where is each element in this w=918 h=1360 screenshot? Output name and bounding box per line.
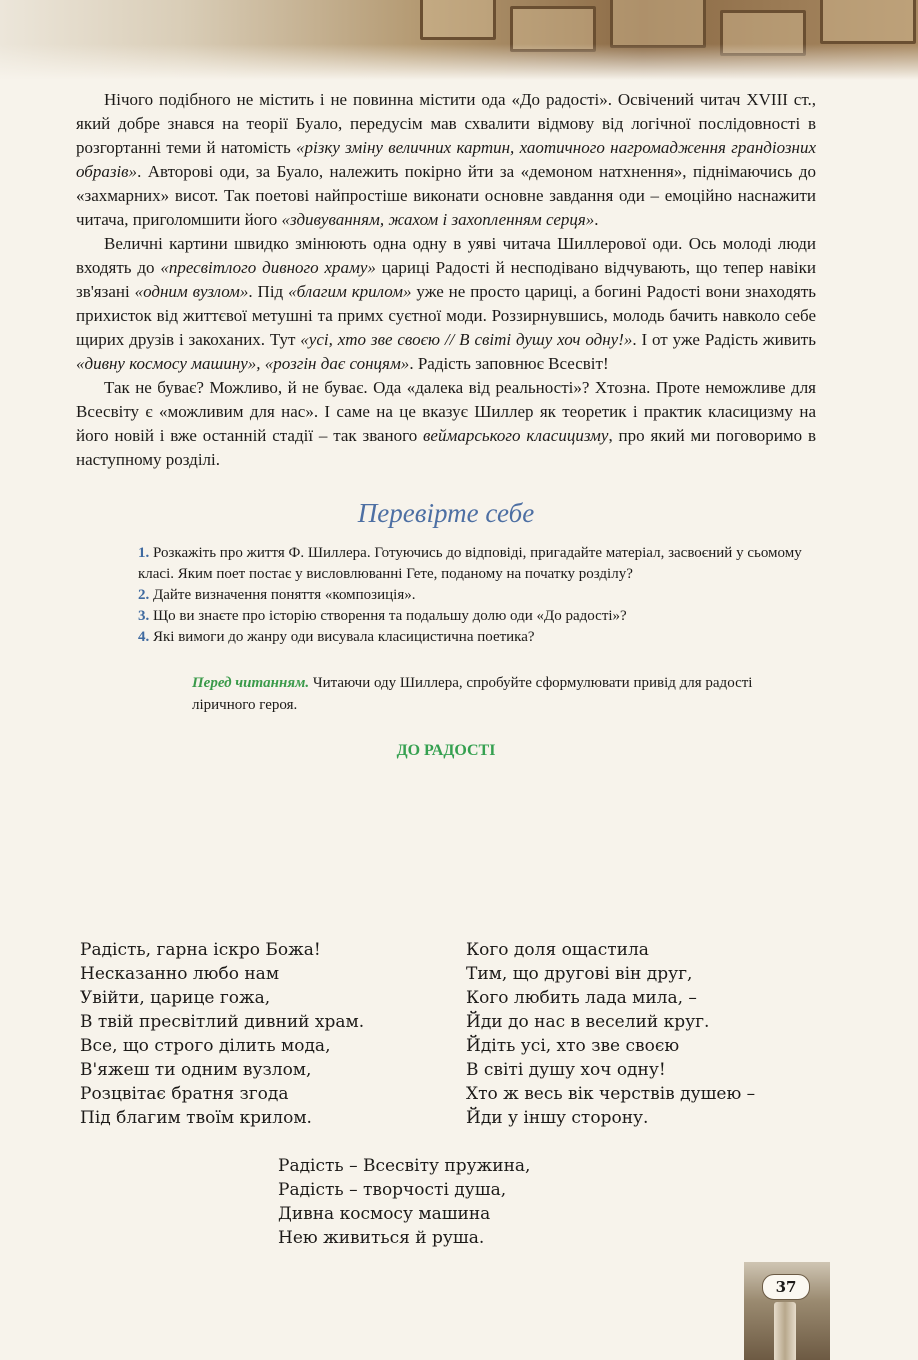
poem-line: Тим, що другові він друг, bbox=[466, 964, 693, 984]
poem-line: В'яжеш ти одним вузлом, bbox=[80, 1060, 312, 1080]
before-reading-label: Перед читанням. bbox=[192, 675, 310, 691]
poem-line: Радість – творчості душа, bbox=[278, 1180, 507, 1200]
poem-line: В твій пресвітлий дивний храм. bbox=[80, 1012, 365, 1032]
poem-line: Кого доля ощастила bbox=[466, 940, 649, 960]
poem-line: Дивна космосу машина bbox=[278, 1204, 491, 1224]
text-run: Так не буває? Можливо, й не буває. Ода «далека від реальності»? Хтозна. Проте неможливе для Всесвіту є «можливим для нас». І саме на це вказує Шиллер як теоретик і практик класицизму на його новій і вже останній стадії – так званого bbox=[76, 378, 816, 445]
poem-line: Розцвітає братня згода bbox=[80, 1084, 289, 1104]
text-run: . bbox=[594, 210, 599, 229]
section-title-check-yourself: Перевірте себе bbox=[357, 498, 535, 528]
poem-line: Йдіть усі, хто зве своєю bbox=[466, 1036, 680, 1056]
text-run: Нічого подібного не містить і не повинна містити ода «До радості». Освічений читач XVIII ст., який добре знався на теорії Буало, передусім мав схвалити відмову від логічної послідовності в розгортанні теми й натомість bbox=[76, 90, 816, 157]
decorative-ceiling-header bbox=[0, 0, 918, 80]
poem-line: Під благим твоїм крилом. bbox=[80, 1108, 312, 1128]
paragraph bbox=[76, 88, 816, 232]
poem-line: В світі душу хоч одну! bbox=[466, 1060, 666, 1080]
italic-quote: «усі, хто зве своєю // В світі душу хоч одну!» bbox=[300, 330, 633, 349]
poem-line: Радість, гарна іскро Божа! bbox=[80, 940, 321, 960]
page-number: 37 bbox=[762, 1274, 810, 1300]
poem-line: Увійти, царице гожа, bbox=[80, 988, 271, 1008]
text-run: . І от уже Радість живить bbox=[632, 330, 816, 349]
text-run: Величні картини швидко змінюють одна одну в уяві читача Шиллерової оди. Ось молоді люди входять до bbox=[76, 234, 816, 277]
question-item: 1. Розкажіть про життя Ф. Шиллера. Готуючись до відповіді, пригадайте матеріал, засвоєний у сьомому класі. Яким поет постає у висловлюванні Гете, поданому на початку розділу? bbox=[138, 545, 802, 582]
poem-line: Несказанно любо нам bbox=[80, 964, 280, 984]
question-item: 3. Що ви знаєте про історію створення та подальшу долю оди «До радості»? bbox=[138, 608, 627, 624]
italic-quote: «здивуванням, жахом і захопленням серця» bbox=[281, 210, 595, 229]
italic-quote: «благим крилом» bbox=[288, 282, 412, 301]
before-reading-note bbox=[192, 672, 816, 716]
poem-line: Хто ж весь вік черствів душею – bbox=[466, 1084, 756, 1104]
body-text bbox=[76, 88, 816, 472]
poem-title: ДО РАДОСТІ bbox=[396, 742, 496, 759]
question-item: 4. Які вимоги до жанру оди висувала класицистична поетика? bbox=[138, 629, 535, 645]
page-content bbox=[76, 88, 816, 774]
italic-quote: «одним вузлом» bbox=[134, 282, 249, 301]
poem-stanza-left bbox=[80, 938, 364, 1130]
question-item: 2. Дайте визначення поняття «композиція». bbox=[138, 587, 416, 603]
italic-quote: «різку зміну величних картин, хаотичного нагромадження грандіозних образів» bbox=[76, 138, 816, 181]
text-run: . Радість заповнює Всесвіт! bbox=[409, 354, 609, 373]
italic-quote: «дивну космосу машину», «розгін дає сонцям» bbox=[76, 354, 410, 373]
poem-line: Все, що строго ділить мода, bbox=[80, 1036, 331, 1056]
poem-stanza-right bbox=[466, 938, 755, 1130]
poem-line: Радість – Всесвіту пружина, bbox=[278, 1156, 531, 1176]
before-reading-text: Читаючи оду Шиллера, спробуйте сформулювати привід для радості ліричного героя. bbox=[192, 675, 753, 713]
text-run: уже не просто цариці, а богині Радості вони знаходять прихисток від життєвої метушні та примх суєтної моди. Роззирнувшись, молодь бачить навколо себе щирих друзів і закоханих. Тут bbox=[76, 282, 816, 349]
poem-line: Кого любить лада мила, – bbox=[466, 988, 697, 1008]
paragraph bbox=[76, 232, 816, 376]
questions-list bbox=[138, 543, 816, 648]
text-run: цариці Радості й несподівано відчувають, що тепер навіки зв'язані bbox=[76, 258, 817, 301]
poem-line: Йди до нас в веселий круг. bbox=[466, 1012, 710, 1032]
poem-line: Йди у іншу сторону. bbox=[466, 1108, 649, 1128]
poem-chorus bbox=[278, 1154, 530, 1250]
text-run: . Авторові оди, за Буало, належить покірно йти за «демоном натхнення», піднімаючись до «захмарних» висот. Так поетові найпростіше виконати основне завдання оди – емоційно наснажити читача, приголомшити його bbox=[76, 162, 816, 229]
text-run: , про який ми поговоримо в наступному розділі. bbox=[76, 426, 817, 469]
italic-quote: «пресвітлого дивного храму» bbox=[160, 258, 376, 277]
italic-quote: веймарського класицизму bbox=[423, 426, 609, 445]
text-run: . Під bbox=[248, 282, 289, 301]
paragraph bbox=[76, 376, 816, 472]
poem-line: Нею живиться й руша. bbox=[278, 1228, 485, 1248]
